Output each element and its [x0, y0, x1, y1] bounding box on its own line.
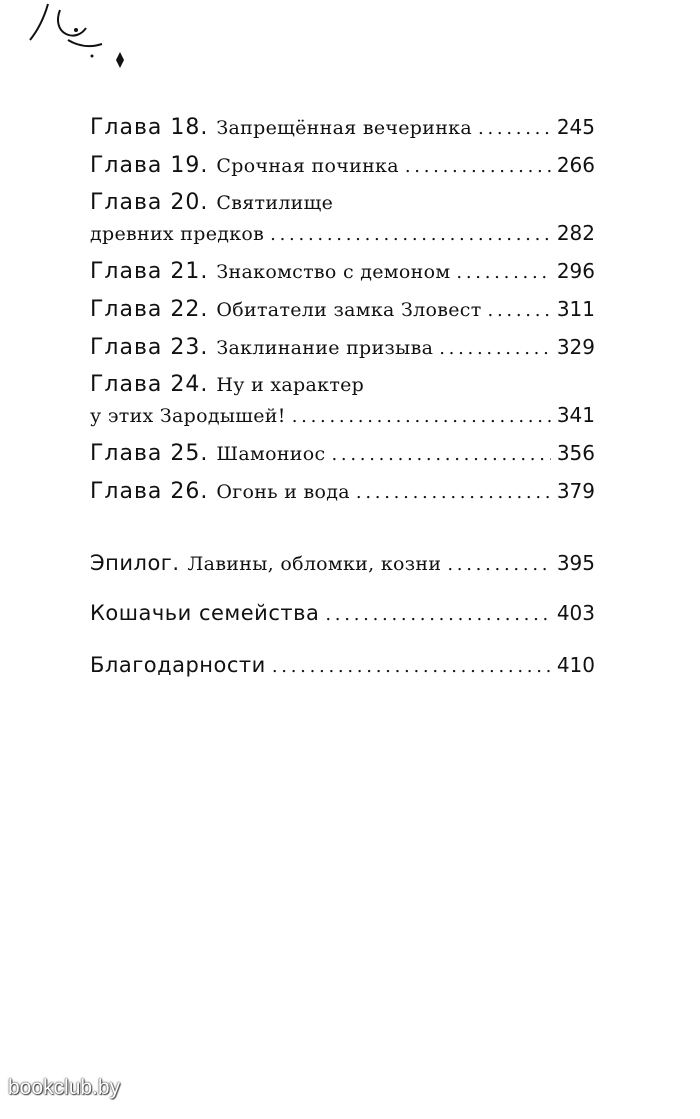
chapter-label: Глава — [90, 153, 163, 178]
page-number: 410 — [556, 653, 595, 677]
watermark: bookclub.by — [8, 1076, 121, 1099]
cat-families-label: Кошачьи семейства — [90, 601, 320, 625]
toc-entry-chapter-19[interactable] — [90, 150, 595, 182]
chapter-title: Обитатели замка Зловест — [216, 299, 482, 321]
dot-leader — [270, 219, 551, 250]
page-number: 356 — [556, 441, 595, 465]
toc-entry-acknowledgements[interactable] — [90, 650, 595, 682]
dot-leader — [331, 439, 550, 470]
dot-leader — [356, 477, 551, 508]
chapter-number: 22. — [170, 297, 209, 322]
page-number: 379 — [556, 479, 595, 503]
page-number: 266 — [556, 153, 595, 177]
toc-entry-chapter-25[interactable] — [90, 438, 595, 470]
toc-entry-chapter-24[interactable] — [90, 370, 595, 432]
chapter-label: Глава — [90, 441, 163, 466]
chapter-label: Глава — [90, 190, 163, 215]
chapter-number: 19. — [170, 153, 209, 178]
chapter-number: 24. — [170, 372, 209, 397]
page-number: 245 — [556, 115, 595, 139]
chapter-title: Заклинание призыва — [216, 337, 434, 359]
chapter-label: Глава — [90, 372, 163, 397]
dot-leader — [292, 401, 551, 432]
page-number: 341 — [556, 403, 595, 427]
toc-entry-chapter-21[interactable] — [90, 256, 595, 288]
page-number: 329 — [556, 335, 595, 359]
chapter-label: Глава — [90, 479, 163, 504]
toc-entry-chapter-20[interactable] — [90, 188, 595, 250]
corner-ornament — [8, 0, 148, 80]
chapter-label: Глава — [90, 297, 163, 322]
page-number: 311 — [556, 297, 595, 321]
chapter-number: 18. — [170, 115, 209, 140]
chapter-label: Глава — [90, 259, 163, 284]
chapter-title-continued: древних предков — [90, 223, 265, 245]
chapter-title: Ну и характер — [216, 374, 365, 396]
chapter-title: Запрещённая вечеринка — [216, 117, 472, 139]
dot-leader — [405, 151, 551, 182]
toc-entry-chapter-26[interactable] — [90, 476, 595, 508]
chapter-number: 26. — [170, 479, 209, 504]
chapter-title: Огонь и вода — [216, 481, 350, 503]
page-number: 403 — [556, 601, 595, 625]
chapter-title: Срочная починка — [216, 155, 399, 177]
chapter-title: Шамониос — [216, 443, 326, 465]
epilogue-title: Лавины, обломки, козни — [187, 553, 442, 575]
dot-leader — [456, 257, 550, 288]
epilogue-label: Эпилог. — [90, 551, 180, 575]
chapter-number: 25. — [170, 441, 209, 466]
dot-leader — [272, 651, 551, 682]
dot-leader — [478, 113, 551, 144]
chapter-title: Знакомство с демоном — [216, 261, 451, 283]
dot-leader — [439, 333, 551, 364]
chapter-label: Глава — [90, 115, 163, 140]
toc-entry-epilogue[interactable] — [90, 548, 595, 580]
chapter-title-continued: у этих Зародышей! — [90, 405, 286, 427]
dot-leader — [488, 295, 551, 326]
page-number: 296 — [556, 259, 595, 283]
toc-entry-chapter-22[interactable] — [90, 294, 595, 326]
chapter-label: Глава — [90, 335, 163, 360]
page-number: 395 — [556, 551, 595, 575]
chapter-title: Святилище — [216, 192, 334, 214]
dot-leader — [447, 549, 550, 580]
acknowledgements-label: Благодарности — [90, 653, 266, 677]
toc-entry-chapter-23[interactable] — [90, 332, 595, 364]
page-number: 282 — [556, 221, 595, 245]
chapter-number: 20. — [170, 190, 209, 215]
toc-entry-chapter-18[interactable] — [90, 112, 595, 144]
chapter-number: 21. — [170, 259, 209, 284]
chapter-number: 23. — [170, 335, 209, 360]
dot-leader — [325, 599, 550, 630]
toc-entry-cat-families[interactable] — [90, 598, 595, 630]
